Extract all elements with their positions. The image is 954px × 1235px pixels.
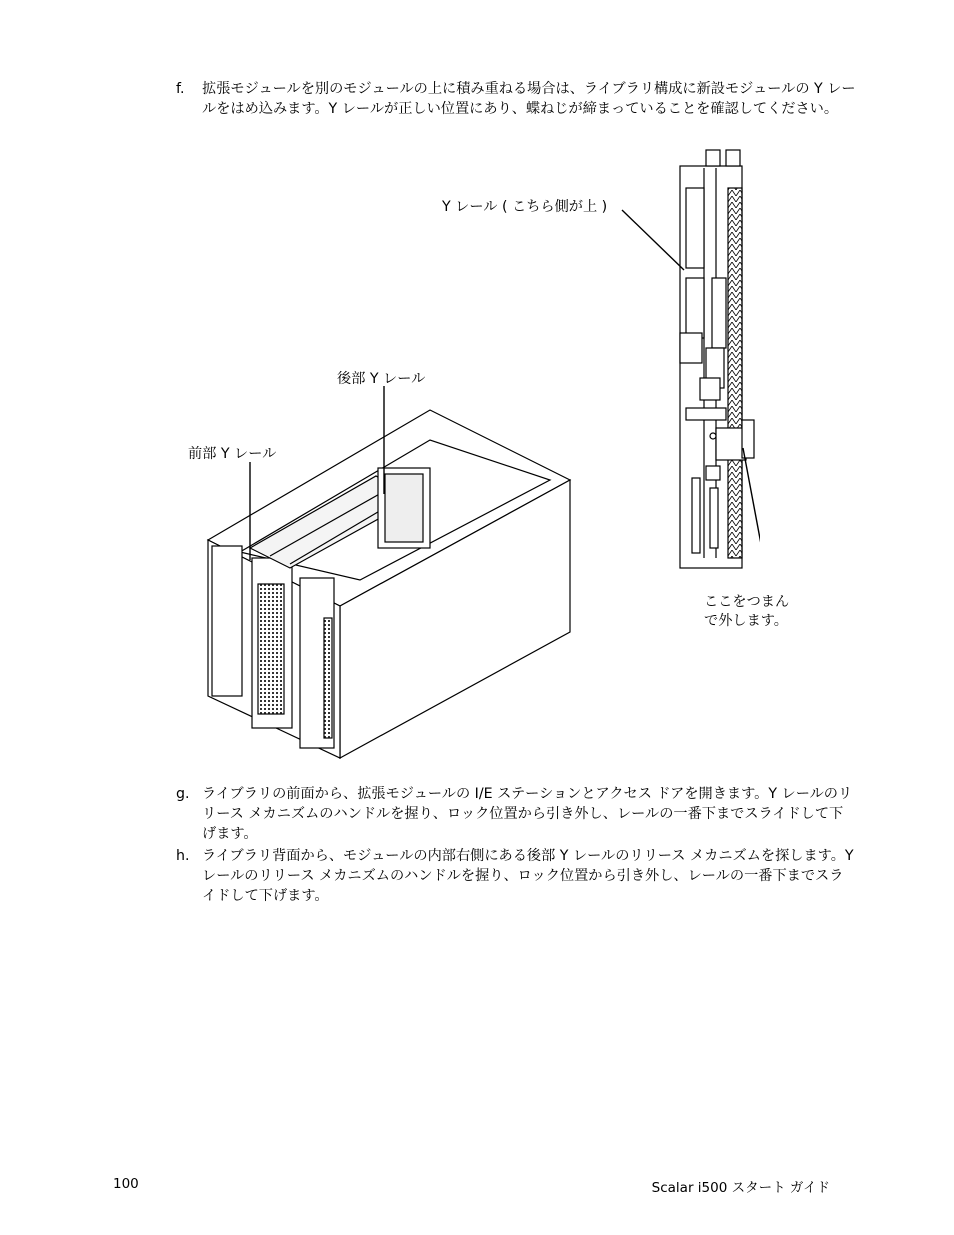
step-g xyxy=(176,784,856,844)
step-letter: f. xyxy=(176,81,185,97)
step-text: ライブラリ背面から、モジュールの内部右側にある後部 Y レールのリリース メカニズムを探します。Y レールのリリース メカニズムのハンドルを握り、ロック位置から引き外し、レールの一番下までスライドして下げます。 xyxy=(202,848,854,904)
step-text: 拡張モジュールを別のモジュールの上に積み重ねる場合は、ライブラリ構成に新設モジュールの Y レールをはめ込みます。Y レールが正しい位置にあり、蝶ねじが締まっていることを確認してください。 xyxy=(202,81,856,117)
module-illustration xyxy=(200,148,760,760)
step-letter: h. xyxy=(176,848,190,864)
y-rail-drawing xyxy=(680,150,754,568)
callout-rear-y-rail: 後部 Y レール xyxy=(337,371,426,387)
module-figure xyxy=(188,148,790,760)
step-letter: g. xyxy=(176,786,190,802)
step-text: ライブラリの前面から、拡張モジュールの I/E ステーションとアクセス ドアを開きます。Y レールのリリース メカニズムのハンドルを握り、ロック位置から引き外し、レールの一番下までスライドして下げます。 xyxy=(202,786,853,842)
step-f xyxy=(176,79,856,119)
callout-front-y-rail: 前部 Y レール xyxy=(188,446,277,462)
callout-release-line1: ここをつまん xyxy=(704,594,790,610)
callout-release-line2: で外します。 xyxy=(704,613,788,629)
callout-y-rail-top: Y レール ( こちら側が上 ) xyxy=(442,199,608,215)
step-h xyxy=(176,846,856,906)
document-title: Scalar i500 スタート ガイド xyxy=(651,1180,830,1196)
page-number: 100 xyxy=(113,1176,139,1192)
